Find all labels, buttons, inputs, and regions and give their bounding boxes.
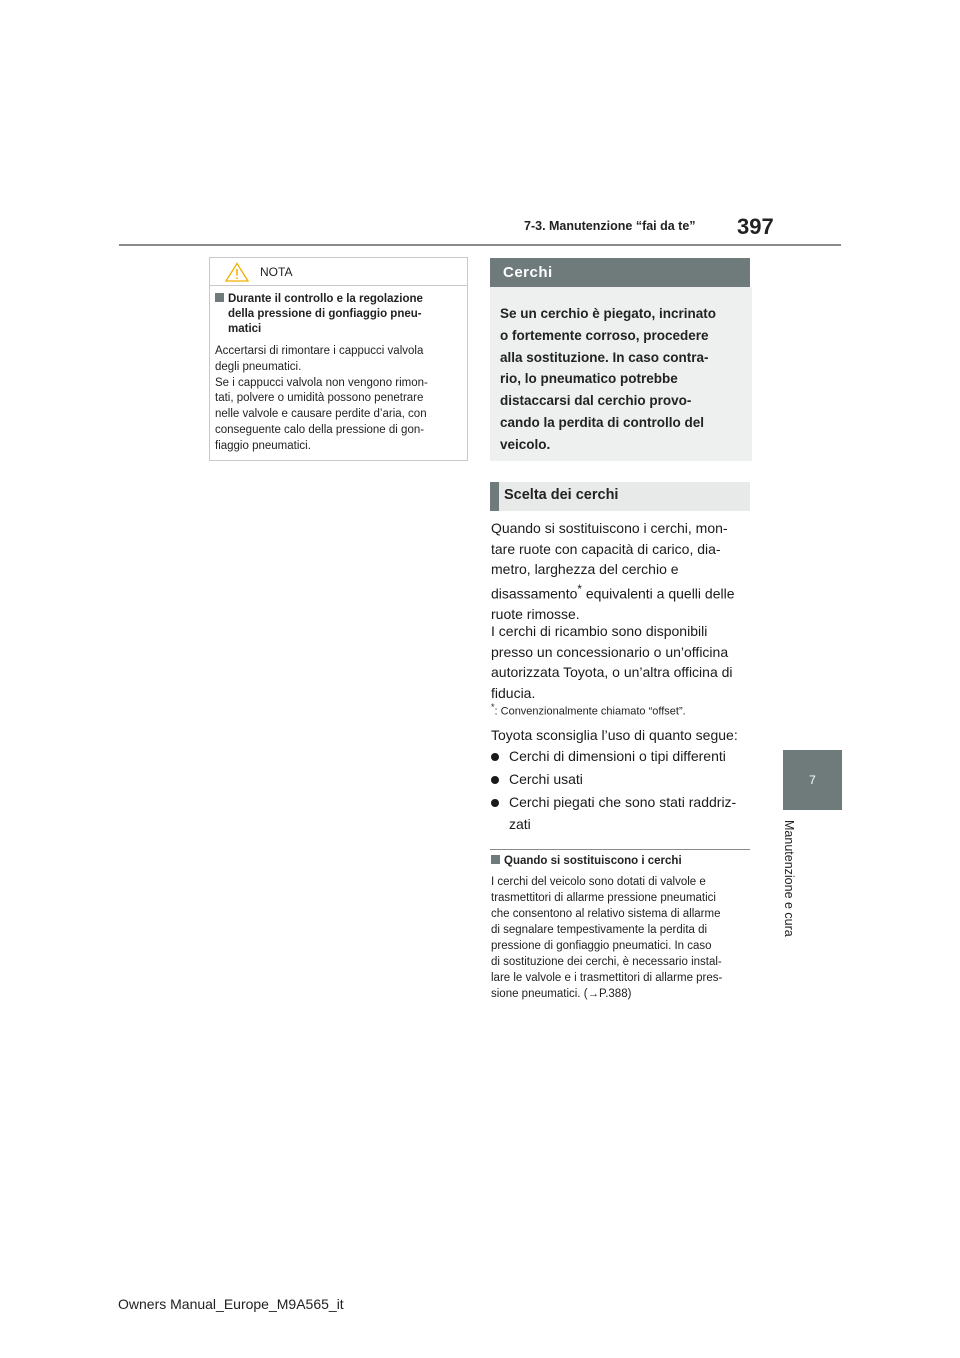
- list-item-text-continued: zati: [509, 815, 531, 832]
- cerchi-warning-box: [490, 287, 752, 461]
- paragraph-line: Quando si sostituiscono i cerchi, mon-: [491, 520, 728, 536]
- warning-line: rio, lo pneumatico potrebbe: [500, 371, 678, 387]
- info-line: lare le valvole e i trasmettitori di allarme pres-: [491, 972, 723, 984]
- notice-body-line: degli pneumatici.: [215, 360, 302, 373]
- notice-body-line: Accertarsi di rimontare i cappucci valvola: [215, 345, 424, 357]
- notice-box: [209, 257, 468, 461]
- info-line-page-reference[interactable]: sione pneumatici. (→P.388): [491, 988, 632, 1000]
- notice-subtitle-line: Durante il controllo e la regolazione: [228, 293, 423, 305]
- paragraph-recommendation: [491, 725, 738, 746]
- offset-term: disassamento: [491, 585, 578, 602]
- square-bullet-icon: [491, 855, 500, 864]
- paragraph-line: autorizzata Toyota, o un’altra officina di: [491, 664, 733, 680]
- info-title: [491, 855, 682, 867]
- info-line: di sostituzione dei cerchi, è necessario instal-: [491, 956, 722, 968]
- info-line: trasmettitori di allarme pressione pneumatici: [491, 892, 716, 904]
- warning-line: veicolo.: [500, 436, 551, 452]
- paragraph-availability: [491, 621, 733, 703]
- paragraph-line: tare ruote con capacità di carico, dia-: [491, 540, 721, 557]
- notice-body-line: conseguente calo della pressione di gon-: [215, 423, 425, 436]
- notice-title: NOTA: [260, 265, 293, 279]
- warning-line: o fortemente corroso, procedere: [500, 327, 709, 343]
- cerchi-heading: Cerchi: [490, 258, 750, 287]
- chapter-label-text: Manutenzione e cura: [782, 820, 796, 937]
- footnote-text: : Convenzionalmente chiamato “offset”.: [494, 705, 686, 718]
- paragraph-line-rest: equivalenti a quelli delle: [581, 585, 735, 602]
- notice-subtitle-line: matici: [228, 323, 262, 335]
- info-line: di segnalare tempestivamente la perdita di: [491, 924, 708, 936]
- notice-header: [210, 258, 467, 286]
- notice-body: [215, 344, 459, 455]
- footnote-marker: *: [577, 582, 582, 596]
- chapter-tab: [783, 750, 842, 810]
- paragraph-line: metro, larghezza del cerchio e: [491, 561, 679, 577]
- paragraph-replacement: [491, 518, 735, 624]
- section-title: 7-3. Manutenzione “fai da te”: [524, 219, 696, 233]
- footnote-marker: *: [491, 702, 495, 712]
- footer-document-id: Owners Manual_Europe_M9A565_it: [118, 1296, 344, 1312]
- warning-line: alla sostituzione. In caso contra-: [500, 349, 709, 365]
- cerchi-warning-text: [500, 303, 716, 456]
- page-number: 397: [737, 214, 774, 239]
- warning-line: Se un cerchio è piegato, incrinato: [500, 306, 717, 321]
- info-divider: [490, 849, 750, 850]
- warning-line: distaccarsi dal cerchio provo-: [500, 393, 692, 409]
- paragraph-line: presso un concessionario o un’officina: [491, 643, 729, 660]
- notice-body-line: Se i cappucci valvola non vengono rimon-: [215, 376, 428, 389]
- paragraph-line: fiducia.: [491, 684, 536, 701]
- paragraph-line: ruote rimosse.: [491, 605, 580, 622]
- warning-triangle-icon: [225, 262, 249, 287]
- notice-body-line: nelle valvole e causare perdite d’aria, con: [215, 408, 427, 421]
- bullet-dot-icon: [491, 753, 499, 761]
- chapter-number: 7: [809, 773, 816, 787]
- notice-subtitle-line: della pressione di gonfiaggio pneu-: [228, 308, 422, 320]
- notice-body-line: fiaggio pneumatici.: [215, 439, 311, 452]
- bullet-dot-icon: [491, 776, 499, 784]
- paragraph-line: Toyota sconsiglia l’uso di quanto segue:: [491, 727, 738, 743]
- info-body: [491, 874, 722, 1002]
- info-line: che consentono al relativo sistema di allarme: [491, 908, 721, 920]
- notice-body-line: tati, polvere o umidità possono penetrare: [215, 392, 424, 405]
- list-item-text: Cerchi usati: [509, 771, 583, 787]
- header-divider: [119, 244, 841, 246]
- info-title-text: Quando si sostituiscono i cerchi: [504, 855, 682, 867]
- notice-subtitle: [215, 292, 457, 337]
- list-item-text: Cerchi piegati che sono stati raddriz-: [509, 794, 737, 810]
- paragraph-line: [491, 580, 735, 604]
- square-bullet-icon: [215, 293, 224, 302]
- info-line: I cerchi del veicolo sono dotati di valvole e: [491, 876, 706, 888]
- list-item-text: Cerchi di dimensioni o tipi differenti: [509, 748, 726, 764]
- scelta-heading: Scelta dei cerchi: [490, 482, 750, 511]
- bullet-dot-icon: [491, 799, 499, 807]
- footnote: [491, 702, 686, 718]
- chapter-label: [774, 820, 814, 952]
- paragraph-line: I cerchi di ricambio sono disponibili: [491, 623, 708, 639]
- warning-line: cando la perdita di controllo del: [500, 414, 705, 430]
- info-line: pressione di gonfiaggio pneumatici. In caso: [491, 940, 712, 952]
